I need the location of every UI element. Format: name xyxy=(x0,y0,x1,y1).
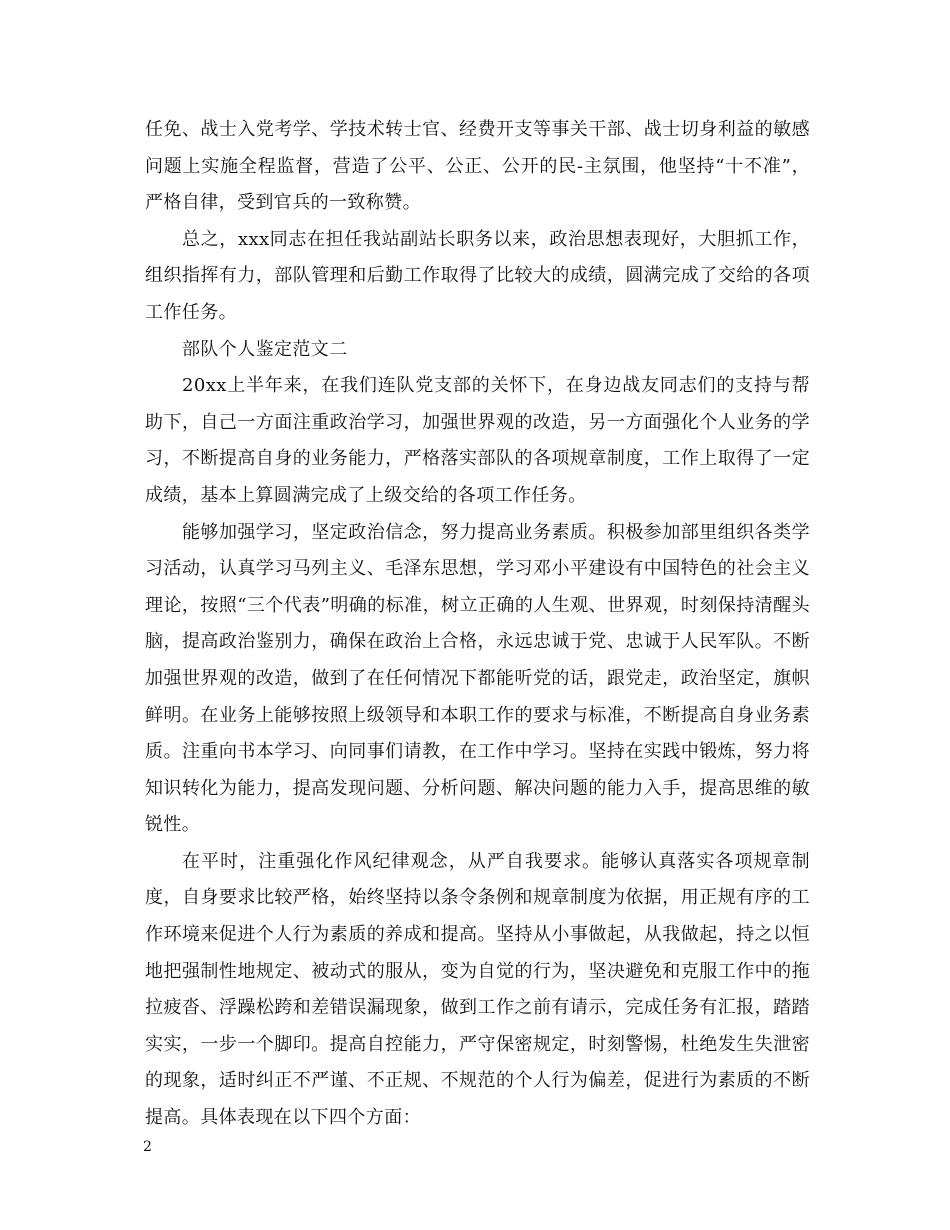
paragraph-intro: 20xx上半年来，在我们连队党支部的关怀下，在身边战友同志们的支持与帮助下，自己一方面注重政治学习，加强世界观的改造，另一方面强化个人业务的学习，不断提高自身的业务能力，严格落实部队的各项规章制度，工作上取得了一定成绩，基本上算圆满完成了上级交给的各项工作任务。 xyxy=(145,375,810,506)
page-number: 2 xyxy=(143,1139,152,1155)
paragraph-discipline: 在平时，注重强化作风纪律观念，从严自我要求。能够认真落实各项规章制度，自身要求比较严格，始终坚持以条令条例和规章制度为依据，用正规有序的工作环境来促进个人行为素质的养成和提高。坚持从小事做起，从我做起，持之以恒地把强制性地规定、被动式的服从，变为自觉的行为，坚决避免和克服工作中的拖拉疲沓、浮躁松跨和差错误漏现象，做到工作之前有请示，完成任务有汇报，踏踏实实，一步一个脚印。提高自控能力，严守保密规定，时刻警惕，杜绝发生失泄密的现象，适时纠正不严谨、不正规、不规范的个人行为偏差，促进行为素质的不断提高。具体表现在以下四个方面： xyxy=(145,850,810,1129)
document-body xyxy=(145,112,810,1137)
paragraph-summary: 总之，xxx同志在担任我站副站长职务以来，政治思想表现好，大胆抓工作，组织指挥有力，部队管理和后勤工作取得了比较大的成绩，圆满完成了交给的各项工作任务。 xyxy=(145,228,810,323)
section-heading: 部队个人鉴定范文二 xyxy=(182,338,348,360)
paragraph-study: 能够加强学习，坚定政治信念，努力提高业务素质。积极参加部里组织各类学习活动，认真学习马列主义、毛泽东思想，学习邓小平建设有中国特色的社会主义理论，按照“三个代表”明确的标准，树立正确的人生观、世界观，时刻保持清醒头脑，提高政治鉴别力，确保在政治上合格，永远忠诚于党、忠诚于人民军队。不断加强世界观的改造，做到了在任何情况下都能听党的话，跟党走，政治坚定，旗帜鲜明。在业务上能够按照上级领导和本职工作的要求与标准，不断提高自身业务素质。注重向书本学习、向同事们请教，在工作中学习。坚持在实践中锻炼，努力将知识转化为能力，提高发现问题、分析问题、解决问题的能力入手，提高思维的敏锐性。 xyxy=(145,521,810,836)
paragraph-continuation: 任免、战士入党考学、学技术转士官、经费开支等事关干部、战士切身利益的敏感问题上实施全程监督，营造了公平、公正、公开的民-主氛围，他坚持“十不准”，严格自律，受到官兵的一致称赞。 xyxy=(145,119,810,214)
